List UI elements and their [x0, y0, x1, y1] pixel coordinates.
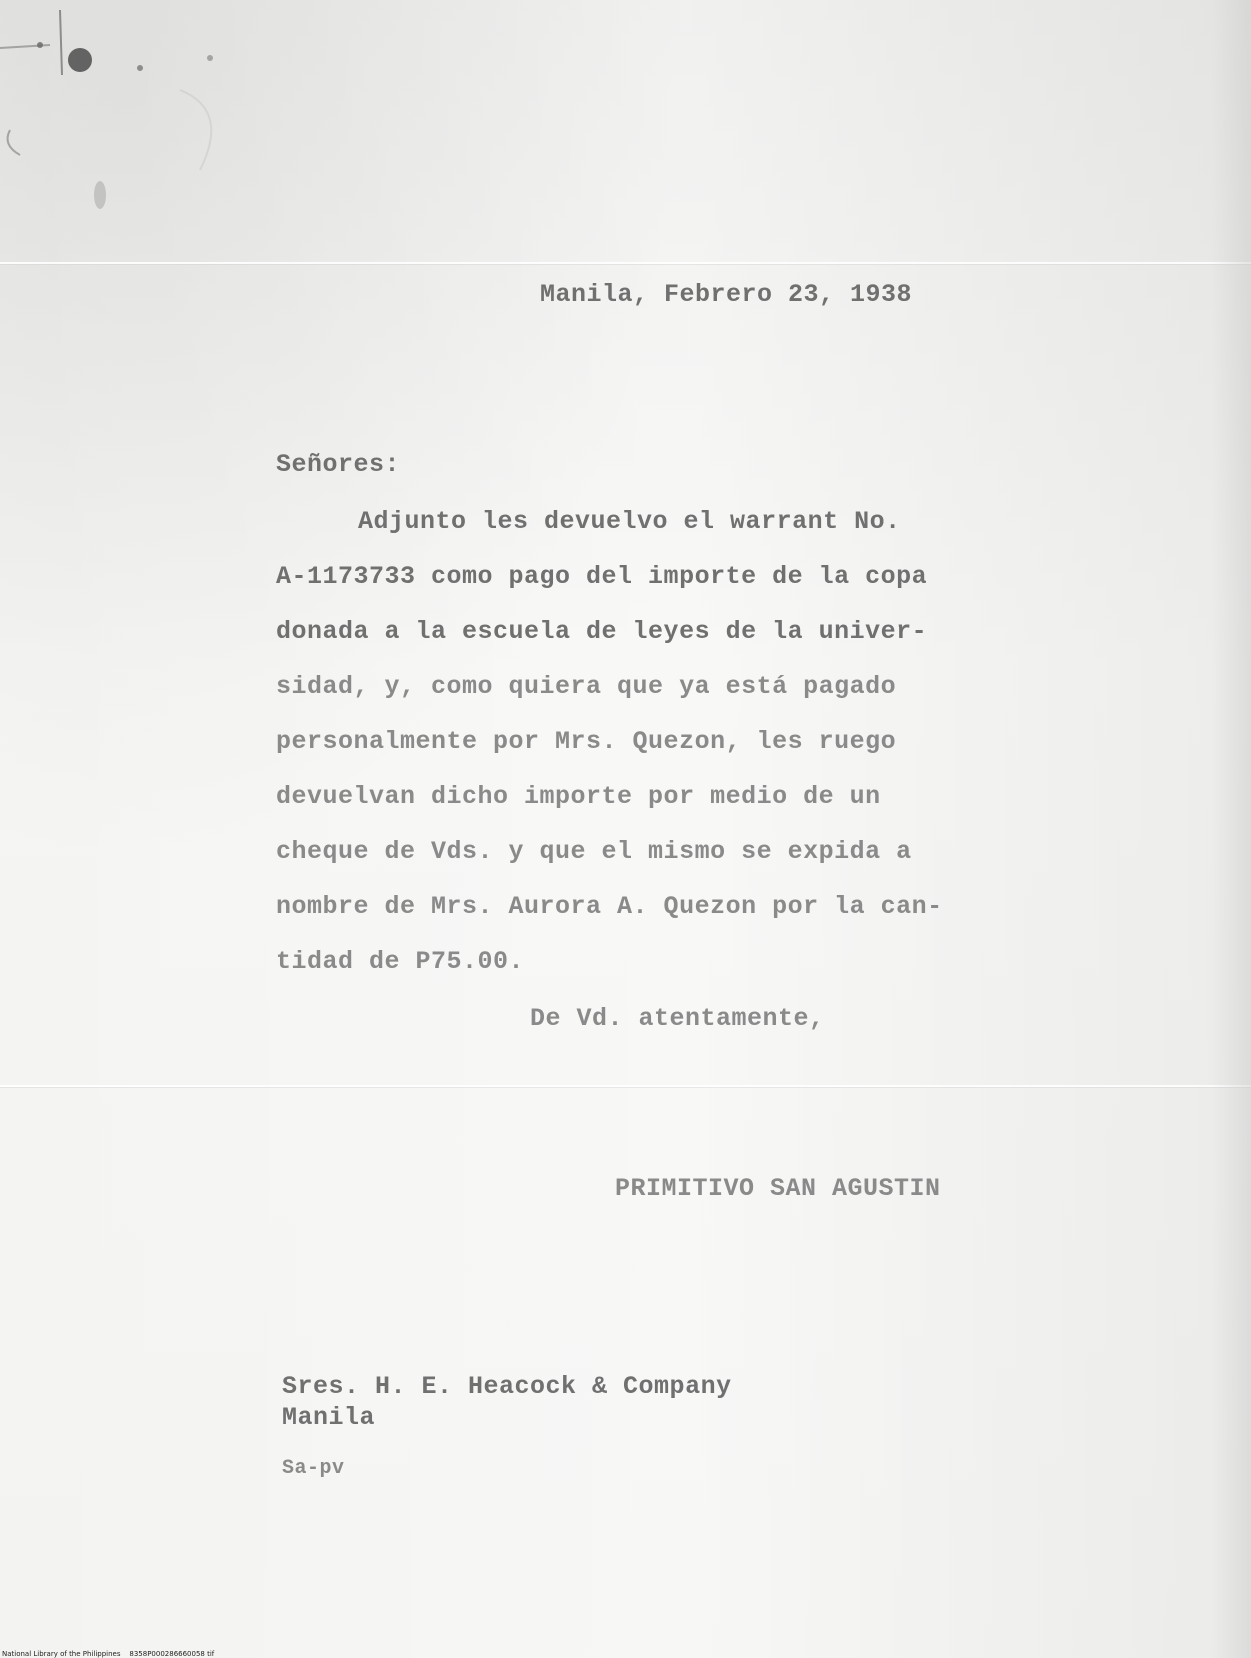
body-line: nombre de Mrs. Aurora A. Quezon por la can- [276, 892, 943, 921]
archive-caption: National Library of the Philippines 8358P000286660058 tif [2, 1650, 215, 1658]
body-line: A-1173733 como pago del importe de la copa [276, 562, 928, 591]
letter-closing: De Vd. atentamente, [530, 1004, 825, 1033]
recipient-city: Manila [282, 1403, 376, 1432]
paper-crease [0, 262, 1251, 264]
body-line: personalmente por Mrs. Quezon, les ruego [276, 727, 897, 756]
letter-salutation: Señores: [276, 450, 401, 479]
body-line: Adjunto les devuelvo el warrant No. [358, 507, 901, 536]
recipient-name: Sres. H. E. Heacock & Company [282, 1372, 732, 1401]
body-line: devuelvan dicho importe por medio de un [276, 782, 881, 811]
paper-crease [0, 1085, 1251, 1087]
letter-dateline: Manila, Febrero 23, 1938 [540, 280, 913, 309]
paper-edge-shadow [1211, 0, 1251, 1658]
body-line: cheque de Vds. y que el mismo se expida a [276, 837, 912, 866]
body-line: tidad de P75.00. [276, 947, 525, 976]
letter-signature: PRIMITIVO SAN AGUSTIN [615, 1174, 941, 1203]
body-line: donada a la escuela de leyes de la univer- [276, 617, 928, 646]
ink-smudge-marks [0, 0, 260, 220]
body-line: sidad, y, como quiera que ya está pagado [276, 672, 897, 701]
typist-initials: Sa-pv [282, 1457, 345, 1480]
